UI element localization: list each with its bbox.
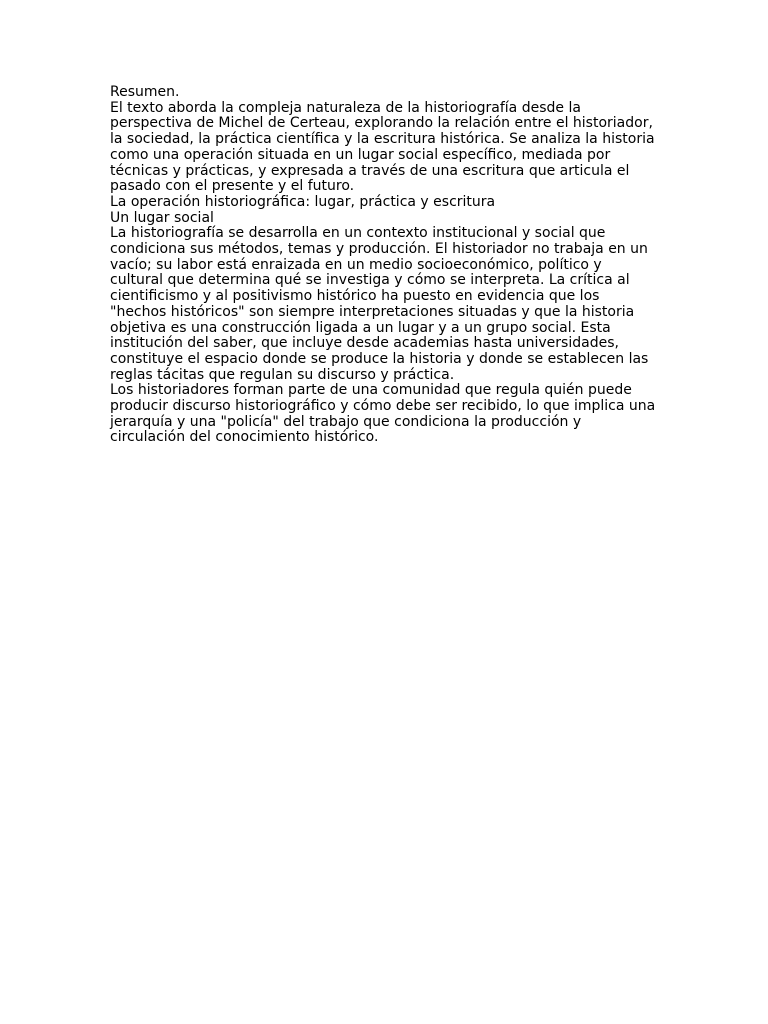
resumen-body: El texto aborda la compleja naturaleza de la historiografía desde la perspectiva de Michel de Certeau, explorando la relación entre el historiador, la sociedad, la práctica científica y la escritura histórica. Se analiza la historia como una operación situada en un lugar social específico, mediada por técnicas y prácticas, y expresada a través de una escritura que articula el pasado con el presente y el futuro. (110, 99, 655, 195)
body-paragraph-1: La historiografía se desarrolla en un contexto institucional y social que condiciona sus métodos, temas y producción. El historiador no trabaja en un vacío; su labor está enraizada en un medio socioeconómico, político y cultural que determina qué se investiga y cómo se interpreta. La crítica al cientificismo y al positivismo histórico ha puesto en evidencia que los "hechos históricos" son siempre interpretaciones situadas y que la historia objetiva es una construcción ligada a un lugar y a un grupo social. Esta institución del saber, que incluye desde academias hasta universidades, constituye el espacio donde se produce la historia y donde se establecen las reglas tácitas que regulan su discurso y práctica. (110, 225, 649, 383)
subsection-title: Un lugar social (110, 209, 214, 226)
body-paragraph-2: Los historiadores forman parte de una comunidad que regula quién puede producir discurso historiográfico y cómo debe ser recibido, lo que implica una jerarquía y una "policía" del trabajo que condiciona la producción y circulación del conocimiento histórico. (110, 382, 656, 446)
section-title: La operación historiográfica: lugar, práctica y escritura (110, 193, 496, 210)
resumen-heading: Resumen. (110, 84, 180, 100)
document-page (110, 85, 658, 446)
